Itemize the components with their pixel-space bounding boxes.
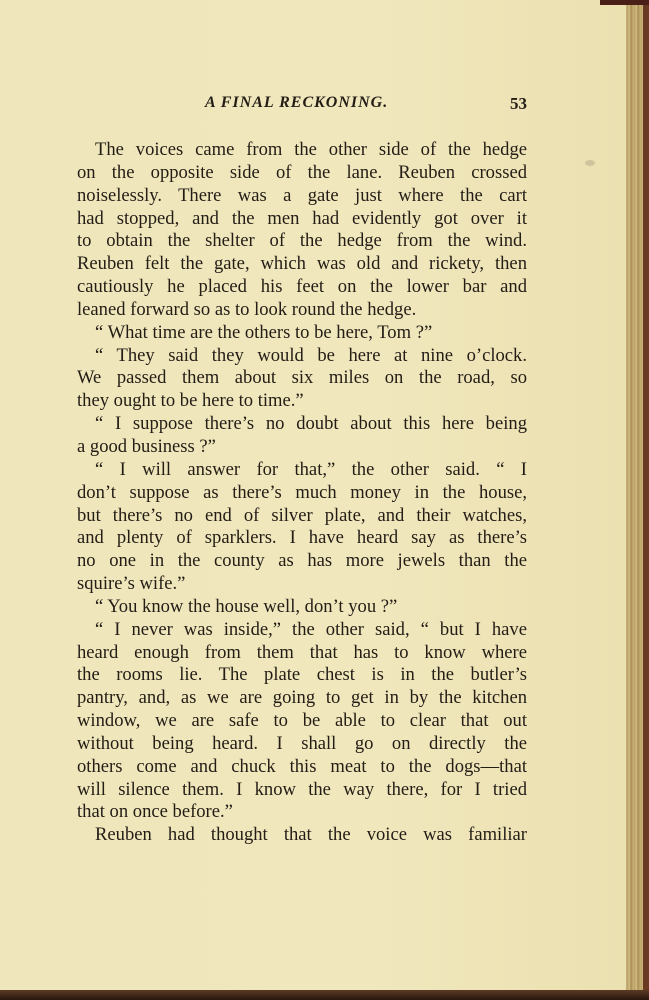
text-line: Reuben felt the gate, which was old and rickety, then — [77, 253, 527, 275]
text-line: The voices came from the other side of the hedge — [95, 139, 527, 160]
text-line: to obtain the shelter of the hedge from the wind. — [77, 230, 527, 252]
text-line: don’t suppose as there’s much money in the house, — [77, 481, 527, 503]
paper-smudge — [585, 160, 595, 166]
text-line: no one in the county as has more jewels than the — [77, 550, 527, 572]
text-line: “ What time are the others to be here, Tom ?” — [95, 321, 433, 343]
text-line: Reuben had thought that the voice was familiar — [95, 824, 527, 846]
text-line: and plenty of sparklers. I have heard say as there’s — [77, 527, 527, 549]
text-line: “ I will answer for that,” the other said. “ I — [95, 458, 527, 480]
text-line: “ You know the house well, don’t you ?” — [95, 595, 398, 617]
text-line: “ They said they would be here at nine o’clock. — [95, 344, 527, 366]
text-line: without being heard. I shall go on directly the — [77, 732, 527, 754]
text-line: We passed them about six miles on the road, so — [77, 367, 527, 389]
text-line: leaned forward so as to look round the hedge. — [77, 298, 417, 320]
text-line: noiselessly. There was a gate just where the cart — [77, 184, 527, 206]
running-title: A FINAL RECKONING. — [205, 94, 389, 111]
text-line: others come and chuck this meat to the dogs—that — [77, 755, 527, 777]
book-cover-edge — [643, 0, 649, 1000]
text-line: but there’s no end of silver plate, and their watches, — [77, 504, 527, 526]
cover-bottom-edge — [0, 990, 649, 1000]
text-line: pantry, and, as we are going to get in by the kitchen — [77, 687, 527, 709]
text-line: had stopped, and the men had evidently got over it — [77, 207, 527, 229]
body-text — [77, 139, 527, 847]
running-header — [77, 94, 527, 118]
text-line: on the opposite side of the lane. Reuben crossed — [77, 161, 527, 183]
text-line: “ I never was inside,” the other said, “ but I have — [95, 618, 527, 640]
text-line: that on once before.” — [77, 801, 233, 823]
text-line: will silence them. I know the way there, for I tried — [77, 778, 527, 800]
text-line: window, we are safe to be able to clear that out — [77, 710, 527, 732]
text-line: “ I suppose there’s no doubt about this here being — [95, 413, 527, 435]
text-line: squire’s wife.” — [77, 573, 186, 595]
text-line: heard enough from them that has to know where — [77, 641, 527, 663]
cover-top-edge — [600, 0, 649, 5]
text-line: cautiously he placed his feet on the lower bar and — [77, 276, 527, 298]
text-line: they ought to be here to time.” — [77, 390, 304, 412]
page-number: 53 — [510, 94, 527, 113]
text-line: a good business ?” — [77, 435, 216, 457]
text-line: the rooms lie. The plate chest is in the butler’s — [77, 664, 527, 686]
